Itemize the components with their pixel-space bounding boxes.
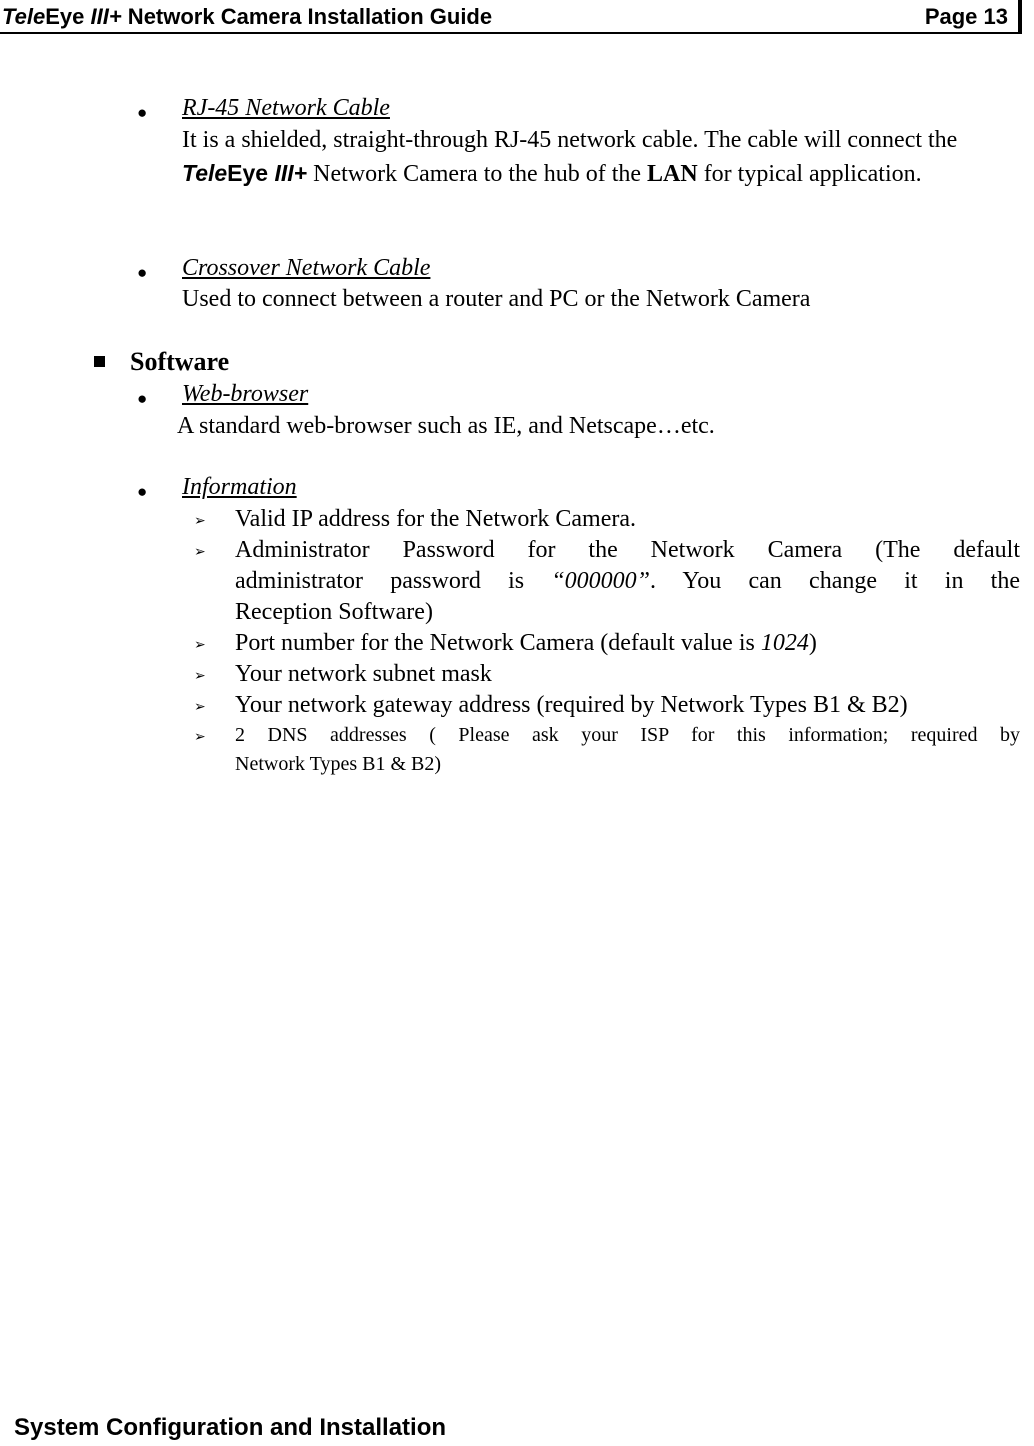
web-browser-description: A standard web-browser such as IE, and Netscape…etc.: [177, 413, 715, 439]
bullet-dot-icon: ●: [137, 389, 148, 408]
inline-brand-tele: Tele: [182, 160, 228, 186]
crossover-title-text: Crossover Network Cable: [182, 255, 431, 281]
port-text-italic: 1024: [760, 630, 809, 656]
arrow-bullet-icon: ➢: [194, 514, 206, 529]
dns-line-1: 2 DNS addresses ( Please ask your ISP for this information; required by: [235, 724, 1020, 746]
rj45-desc-bold: LAN: [647, 161, 698, 187]
brand-eye: Eye: [45, 4, 85, 29]
port-text-before: Port number for the Network Camera (default value is: [235, 630, 761, 656]
bullet-dot-icon: ●: [137, 263, 148, 282]
admin-password-line-3: Reception Software): [235, 599, 433, 625]
info-item-admin-password: [235, 535, 1020, 628]
admin-password-line-2: administrator password is “000000”. You can change it in the: [235, 568, 1020, 594]
inline-brand-eye: Eye: [227, 160, 269, 186]
rj45-desc-part: Network Camera to the hub of the: [307, 161, 648, 187]
information-title: [182, 471, 297, 504]
info-item-subnet: Your network subnet mask: [235, 661, 492, 687]
inline-brand: [182, 160, 307, 186]
arrow-bullet-icon: ➢: [194, 638, 206, 653]
rj45-desc-part: It is a shielded, straight-through RJ-45 network cable. The cable will connect the: [182, 127, 958, 153]
rj45-desc-part: for typical application.: [697, 161, 922, 187]
page-number: Page 13: [924, 4, 1008, 29]
title-rest: Network Camera Installation Guide: [121, 4, 493, 29]
info-item-ip: Valid IP address for the Network Camera.: [235, 506, 636, 532]
brand-model: III+: [90, 4, 122, 29]
section-square-icon: [94, 356, 105, 367]
bullet-dot-icon: ●: [137, 482, 148, 501]
software-heading: Software: [130, 347, 230, 376]
crossover-title: [182, 252, 430, 285]
info-item-gateway: Your network gateway address (required by Network Types B1 & B2): [235, 692, 908, 718]
arrow-bullet-icon: ➢: [194, 669, 206, 684]
rj45-description: [182, 124, 1020, 191]
rj45-title-text: RJ-45 Network Cable: [182, 95, 390, 121]
arrow-bullet-icon: ➢: [194, 545, 206, 560]
dns-line-2: Network Types B1 & B2): [235, 753, 441, 775]
info-item-dns: [235, 721, 1020, 779]
information-title-text: Information: [182, 474, 297, 500]
web-browser-title: [182, 378, 308, 411]
arrow-bullet-icon: ➢: [194, 730, 206, 745]
bullet-dot-icon: ●: [137, 103, 148, 122]
rj45-title: [182, 92, 390, 125]
inline-brand-model: III+: [274, 160, 308, 186]
web-browser-title-text: Web-browser: [182, 381, 309, 407]
info-item-port: [235, 628, 1020, 659]
port-text-after: ): [808, 630, 817, 656]
admin-password-line-1: Administrator Password for the Network Camera (The default: [235, 537, 1020, 563]
crossover-description: Used to connect between a router and PC or the Network Camera: [182, 286, 811, 312]
page-footer: System Configuration and Installation: [14, 1414, 447, 1441]
header-edge-rule: [1020, 0, 1022, 34]
document-title: [2, 4, 492, 30]
brand-tele: Tele: [2, 4, 46, 29]
arrow-bullet-icon: ➢: [194, 700, 206, 715]
page-header: [0, 0, 1020, 34]
